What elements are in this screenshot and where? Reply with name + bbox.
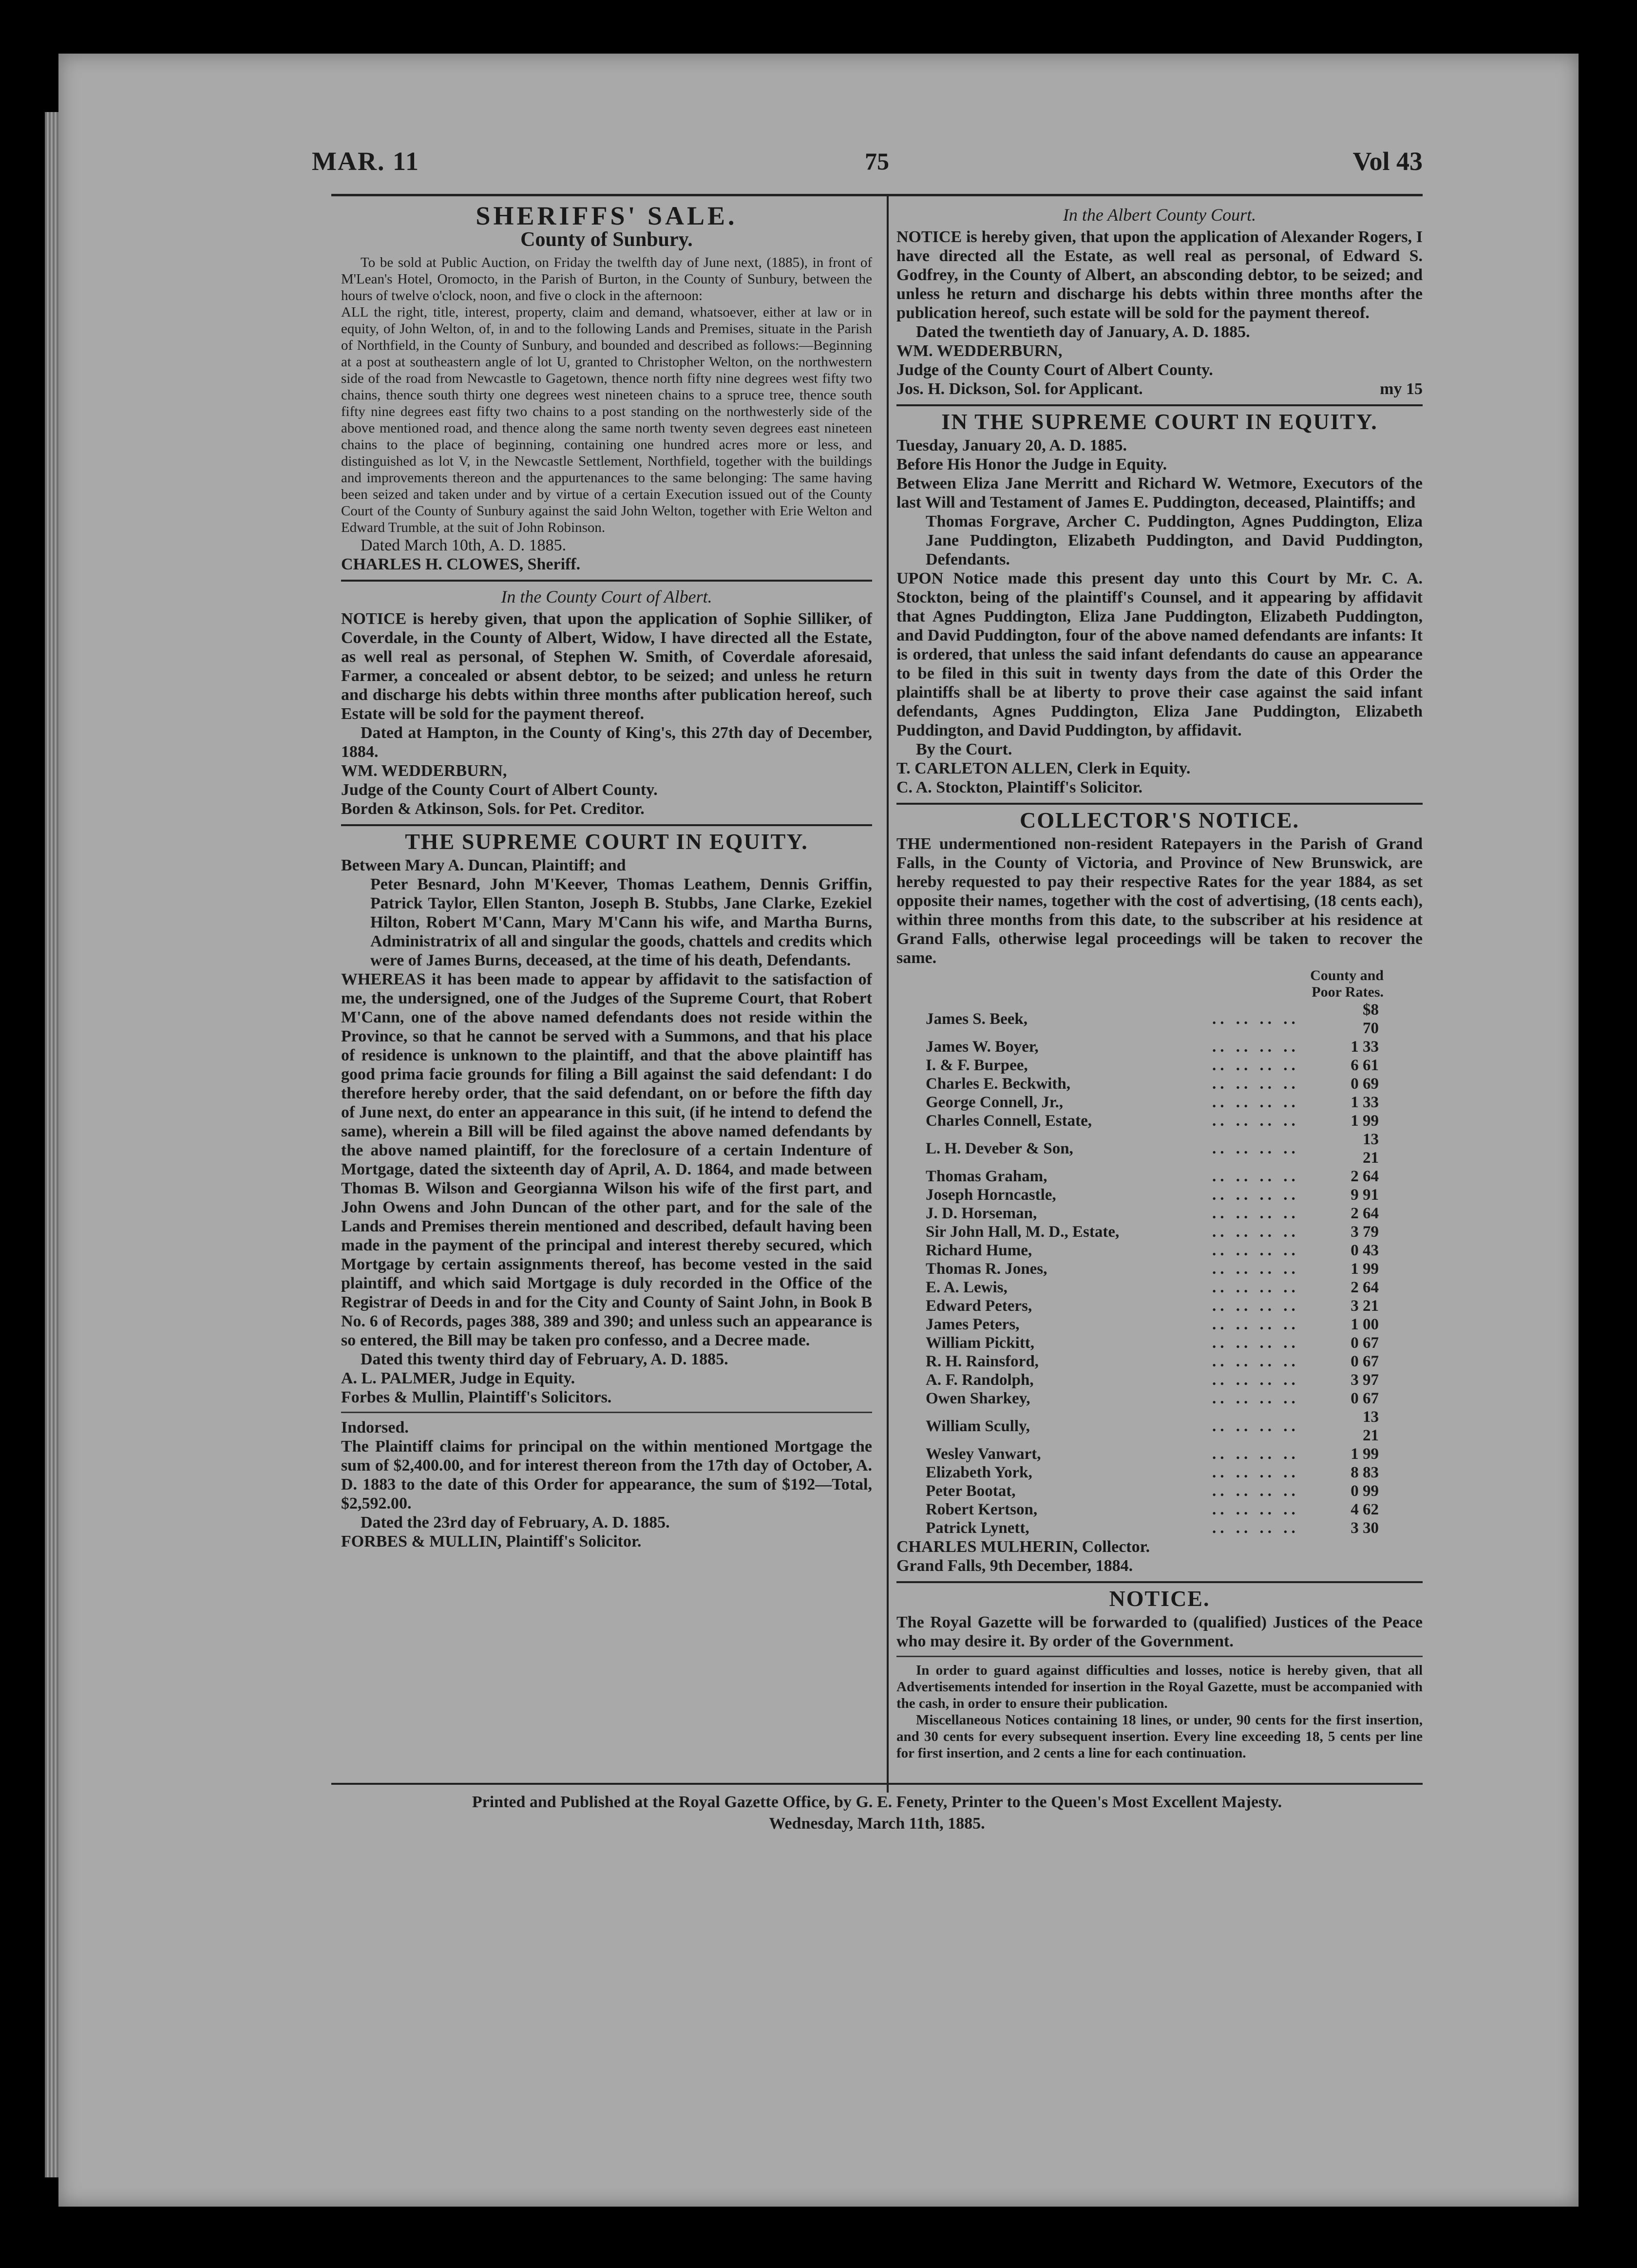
ratepayer-name: Elizabeth York, [926,1464,1032,1481]
ratepayer-row [896,1500,1423,1519]
ratepayer-amount: 0 99 [1351,1482,1379,1500]
ratepayer-amount: $8 70 [1363,1001,1379,1037]
supreme-court-order: WHEREAS it has been made to appear by affidavit to the satisfaction of me, the undersigned, one of the Judges of the Supreme Court, that Robert M'Cann, one of the above named defendants does not reside within the Province, so that he cannot be served with a Summons, and that his place of residence is unknown to the plaintiff, and that the above plaintiff has good prima facie grounds for filing a Bill against the said defendant: I do therefore hereby order, that the said defendant, on or before the fifth day of June next, do enter an appearance in this suit, (if he intend to defend the same), wherein a Bill will be filed against the above named defendants by the above named plaintiff, for the foreclosure of a certain Indenture of Mortgage, dated the sixteenth day of April, A. D. 1864, and made between Thomas B. Wilson and Georgianna Wilson his wife of the first part, and John Owens and John Duncan of the other part, and for the sale of the Lands and Premises therein mentioned and described, default having been made in the payment of the principal and interest thereby secured, which Mortgage by certain assignments thereof, has become vested in the said plaintiff, and which said Mortgage is duly recorded in the Office of the Registrar of Deeds in and for the City and County of Saint John, in Book B No. 6 of Records, pages 388, 389 and 390; and unless such an appearance is so entered, the Bill may be taken pro confesso, and a Decree made. [341,970,872,1349]
ratepayer-amount: 3 30 [1351,1519,1379,1537]
leader-dots: .. .. .. .. [1212,1390,1299,1407]
leader-dots: .. .. .. .. [1212,1519,1299,1537]
ratepayer-name: Wesley Vanwart, [926,1445,1041,1463]
ratepayer-amount: 1 33 [1351,1094,1379,1111]
ratepayer-amount: 4 62 [1351,1501,1379,1518]
ratepayer-row [896,1463,1423,1482]
gazette-notice: The Royal Gazette will be forwarded to (qualified) Justices of the Peace who may desire it. By order of the Government. [896,1613,1423,1650]
section-rule [896,404,1423,406]
ratepayer-name: George Connell, Jr., [926,1094,1063,1111]
ratepayer-name: William Pickitt, [926,1334,1035,1352]
header-rule [331,194,1423,196]
supreme-court-title: THE SUPREME COURT IN EQUITY. [405,829,808,854]
ratepayer-row [896,1093,1423,1112]
ratepayer-row [896,1075,1423,1093]
ratepayer-name: A. F. Randolph, [926,1371,1034,1389]
ratepayer-amount: 13 21 [1363,1408,1379,1444]
equity-judge: A. L. PALMER, Judge in Equity. [341,1369,575,1387]
judge-title: Judge of the County Court of Albert County. [341,781,658,799]
ratepayer-amount: 3 97 [1351,1371,1379,1389]
ratepayer-amount: 1 99 [1351,1260,1379,1278]
footer-rule [331,1783,1423,1785]
left-column [341,201,872,1551]
indorsed-signature: FORBES & MULLIN, Plaintiff's Solicitor. [341,1532,642,1550]
ratepayer-name: James S. Beek, [926,1010,1028,1028]
ratepayer-name: Charles Connell, Estate, [926,1112,1092,1130]
indorsed-heading: Indorsed. [341,1418,409,1436]
ratepayer-name: Joseph Horncastle, [926,1186,1056,1204]
leader-dots: .. .. .. .. [1212,1464,1299,1481]
section-rule [341,824,872,826]
page-header [312,146,1423,185]
ratepayer-amount: 3 79 [1351,1223,1379,1241]
ratepayer-row [896,1223,1423,1241]
ratepayer-row [896,1334,1423,1352]
ratepayer-name: Owen Sharkey, [926,1390,1030,1407]
sheriffs-sale-intro: To be sold at Public Auction, on Friday the twelfth day of June next, (1885), in front of M'Lean's Hotel, Oromocto, in the Parish of Burton, in the County of Sunbury, between the hours of twelve o'clock, noon, and five o clock in the afternoon: [341,255,872,303]
ratepayer-name: Peter Bootat, [926,1482,1016,1500]
ratepayer-row [896,1445,1423,1463]
ratepayer-row [896,1408,1423,1445]
ratepayer-amount: 9 91 [1351,1186,1379,1204]
leader-dots: .. .. .. .. [1212,1242,1299,1259]
leader-dots: .. .. .. .. [1212,1057,1299,1074]
ratepayer-amount: 1 33 [1351,1038,1379,1056]
ratepayer-row [896,1260,1423,1278]
ratepayer-amount: 0 43 [1351,1242,1379,1259]
ratepayer-name: Edward Peters, [926,1297,1032,1315]
by-the-court: By the Court. [916,740,1012,758]
leader-dots: .. .. .. .. [1212,1094,1299,1111]
county-court-dated: Dated at Hampton, in the County of King's, this 27th day of December, 1884. [341,724,872,761]
ratepayer-row [896,1389,1423,1408]
ratepayer-name: Robert Kertson, [926,1501,1038,1518]
ratepayer-amount: 8 83 [1351,1464,1379,1481]
sheriffs-sale-title: SHERIFFS' SALE. [476,201,738,230]
defendants-list: Peter Besnard, John M'Keever, Thomas Leathem, Dennis Griffin, Patrick Taylor, Ellen Stanton, Joseph B. Stubbs, Jane Clarke, Ezekiel Hilton, Robert M'Cann, Mary M'Cann his wife, and Martha Burns, Administratrix of all and singular the goods, chattels and credits which were of James Burns, deceased, at the time of his death, Defendants. [370,875,872,969]
advertisement-rates: Miscellaneous Notices containing 18 lines, or under, 90 cents for the first insertion, and 30 cents for every subsequent insertion. Every line exceeding 18, 5 cents per line for first insertion, and 2 cents a line for each continuation. [896,1712,1423,1761]
ratepayer-name: E. A. Lewis, [926,1279,1008,1296]
leader-dots: .. .. .. .. [1212,1482,1299,1500]
volume-number: Vol 43 [1352,147,1423,176]
collectors-notice-title: COLLECTOR'S NOTICE. [1020,808,1299,832]
section-rule [896,1581,1423,1583]
leader-dots: .. .. .. .. [1212,1316,1299,1333]
ratepayer-row [896,1204,1423,1223]
sheriffs-sale-dated: Dated March 10th, A. D. 1885. [361,536,567,554]
ratepayer-row [896,1371,1423,1389]
ratepayer-row [896,1278,1423,1297]
ratepayer-row [896,1001,1423,1038]
ratepayer-name: William Scully, [926,1418,1030,1435]
ratepayer-row [896,1315,1423,1334]
ratepayer-row [896,1297,1423,1315]
equity-defendants: Thomas Forgrave, Archer C. Puddington, Agnes Puddington, Eliza Jane Puddington, Elizabeth Puddington, and David Puddington, Defendants. [926,512,1423,568]
judge-name: WM. WEDDERBURN, [341,762,507,780]
printer-imprint: Printed and Published at the Royal Gazette Office, by G. E. Fenety, Printer to the Queen's Most Excellent Majesty. [472,1793,1282,1811]
leader-dots: .. .. .. .. [1212,1075,1299,1093]
ratepayer-name: James Peters, [926,1316,1020,1333]
albert-judge-title: Judge of the County Court of Albert County. [896,361,1213,379]
notice-title: NOTICE. [1109,1586,1210,1611]
leader-dots: .. .. .. .. [1212,1140,1299,1157]
insertion-ref: my 15 [1380,380,1423,398]
sheriff-signature: CHARLES H. CLOWES, Sheriff. [341,555,581,573]
sheriffs-sale-body: ALL the right, title, interest, property, claim and demand, whatsoever, either at law or in equity, of John Welton, of, in and to the following Lands and Premises, situate in the Parish of Northfield, in the County of Sunbury, and bounded and described as follows:—Beginning at a post at southeastern angle of lot U, granted to Christopher Welton, on the northwestern side of the road from Newcastle to Gagetown, thence north fifty nine degrees west fifty two chains, thence south thirty one degrees west nineteen chains to a spruce tree, thence south fifty nine degrees east fifty two chains to a post standing on the northwesterly side of the above mentioned road, and thence along the same north twenty seven degrees east nineteen chains to the place of beginning, containing one hundred acres more or less, and distinguished as lot V, in the Newcastle Settlement, Northfield, together with the buildings and improvements thereon and the appurtenances to the same belonging: The same having been seized and taken under and by virtue of a certain Execution issued out of the County Court of the County of Sunbury against the said John Welton, together with Erie Welton and Edward Trumble, at the suit of John Robinson. [341,304,872,535]
equity-order: UPON Notice made this present day unto this Court by Mr. C. A. Stockton, being of the plaintiff's Counsel, and it appearing by affidavit that Agnes Puddington, Eliza Jane Puddington, Elizabeth Puddington, and David Puddington, four of the above named defendants are infants: It is ordered, that unless the said infant defendants do cause an appearance to be filed in this suit in twenty days from the date of this Order the plaintiffs shall be at liberty to prove their case against the said infant defendants, Agnes Puddington, Eliza Jane Puddington, Elizabeth Puddington, and David Puddington, by affidavit. [896,569,1423,739]
ratepayer-amount: 0 67 [1351,1334,1379,1352]
leader-dots: .. .. .. .. [1212,1297,1299,1315]
equity-court-before: Before His Honor the Judge in Equity. [896,455,1167,473]
ratepayer-name: Richard Hume, [926,1242,1032,1259]
page-edge [45,112,58,2177]
ratepayer-name: L. H. Deveber & Son, [926,1140,1073,1157]
ratepayer-name: Thomas Graham, [926,1168,1047,1185]
plaintiff-solicitors: Forbes & Mullin, Plaintiff's Solicitors. [341,1388,612,1406]
supreme-court-dated: Dated this twenty third day of February, A. D. 1885. [361,1350,728,1368]
column-divider [887,195,889,1793]
leader-dots: .. .. .. .. [1212,1168,1299,1185]
ratepayers-table [896,1001,1423,1537]
ratepayer-row [896,1519,1423,1537]
leader-dots: .. .. .. .. [1212,1112,1299,1130]
ratepayer-amount: 0 67 [1351,1353,1379,1370]
ratepayer-amount: 2 64 [1351,1205,1379,1222]
ratepayer-row [896,1482,1423,1500]
creditor-solicitors: Borden & Atkinson, Sols. for Pet. Creditor. [341,800,645,818]
albert-court-heading: In the Albert County Court. [1063,205,1256,225]
advertisement-terms: In order to guard against difficulties and losses, notice is hereby given, that all Advertisements intended for insertion in the Royal Gazette, must be accompanied with the cash, in order to ensure their publication. [896,1663,1423,1711]
equity-court-title: IN THE SUPREME COURT IN EQUITY. [941,409,1378,434]
page-number: 75 [865,148,889,175]
applicant-solicitor [896,379,1423,398]
leader-dots: .. .. .. .. [1212,1186,1299,1204]
leader-dots: .. .. .. .. [1212,1371,1299,1389]
ratepayer-amount: 1 99 [1351,1112,1379,1130]
ratepayer-name: Thomas R. Jones, [926,1260,1047,1278]
ratepayer-amount: 6 61 [1351,1057,1379,1074]
section-rule [341,580,872,582]
ratepayer-name: R. H. Rainsford, [926,1353,1039,1370]
rates-head-line-2: Poor Rates. [1312,984,1384,1000]
leader-dots: .. .. .. .. [1212,1205,1299,1222]
page-footer [331,1783,1423,1834]
leader-dots: .. .. .. .. [1212,1038,1299,1056]
albert-court-notice: NOTICE is hereby given, that upon the application of Alexander Rogers, I have directed all the Estate, as well real as personal, of Edward S. Godfrey, in the County of Albert, an absconding debtor, to be seized; and unless he return and discharge his debts within three months after the publication hereof, such estate will be sold for the payment thereof. [896,228,1423,322]
issue-date: MAR. 11 [312,147,419,176]
plaintiff-line: Between Mary A. Duncan, Plaintiff; and [341,856,626,874]
indorsed-claim: The Plaintiff claims for principal on the within mentioned Mortgage the sum of $2,400.00, and for interest thereon from the 17th day of October, A. D. 1883 to the date of this Order for appearance, the sum of $192—Total, $2,592.00. [341,1437,872,1512]
ratepayer-row [896,1167,1423,1186]
leader-dots: .. .. .. .. [1212,1418,1299,1435]
collector-place-date: Grand Falls, 9th December, 1884. [896,1557,1133,1575]
ratepayer-name: James W. Boyer, [926,1038,1039,1056]
collector-signature: CHARLES MULHERIN, Collector. [896,1538,1150,1556]
rates-column-head [896,967,1423,1001]
county-heading: County of Sunbury. [520,228,693,251]
right-column [896,205,1423,1761]
equity-court-date: Tuesday, January 20, A. D. 1885. [896,436,1127,454]
leader-dots: .. .. .. .. [1212,1279,1299,1296]
ratepayer-amount: 3 21 [1351,1297,1379,1315]
ratepayer-name: I. & F. Burpee, [926,1057,1028,1074]
ratepayer-amount: 1 00 [1351,1316,1379,1333]
county-court-heading: In the County Court of Albert. [501,587,712,606]
collectors-notice-body: THE undermentioned non-resident Ratepayers in the Parish of Grand Falls, in the County of Victoria, and Province of New Brunswick, are hereby requested to pay their respective Rates for the year 1884, as set opposite their names, together with the cost of advertising, (18 cents each), within three months from this date, to the subscriber at his residence at Grand Falls, otherwise legal proceedings will be taken to recover the same. [896,835,1423,967]
section-rule [896,803,1423,805]
leader-dots: .. .. .. .. [1212,1353,1299,1370]
ratepayer-row [896,1130,1423,1167]
ratepayer-row [896,1056,1423,1075]
leader-dots: .. .. .. .. [1212,1501,1299,1518]
ratepayer-amount: 2 64 [1351,1168,1379,1185]
ratepayer-amount: 0 67 [1351,1390,1379,1407]
ratepayer-row [896,1352,1423,1371]
leader-dots: .. .. .. .. [1212,1260,1299,1278]
equity-solicitor: C. A. Stockton, Plaintiff's Solicitor. [896,778,1142,796]
ratepayer-amount: 13 21 [1363,1131,1379,1167]
county-court-notice: NOTICE is hereby given, that upon the application of Sophie Silliker, of Coverdale, in the County of Albert, Widow, I have directed all the Estate, as well real as personal, of Stephen W. Smith, of Coverdale aforesaid, Farmer, a concealed or absent debtor, to be seized; and unless he return and discharge his debts within three months after publication hereof, such Estate will be sold for the payment thereof. [341,610,872,723]
leader-dots: .. .. .. .. [1212,1223,1299,1241]
ratepayer-row [896,1038,1423,1056]
albert-court-dated: Dated the twentieth day of January, A. D. 1885. [916,323,1250,341]
ratepayer-name: Patrick Lynett, [926,1519,1029,1537]
rates-head-line-1: County and [1310,967,1384,983]
ratepayer-name: J. D. Horseman, [926,1205,1037,1222]
publication-date: Wednesday, March 11th, 1885. [769,1814,985,1833]
equity-clerk: T. CARLETON ALLEN, Clerk in Equity. [896,759,1191,777]
section-rule [896,1656,1423,1657]
ratepayer-row [896,1186,1423,1204]
section-rule [341,1412,872,1413]
leader-dots: .. .. .. .. [1212,1010,1299,1028]
ratepayer-amount: 2 64 [1351,1279,1379,1296]
ratepayer-row [896,1112,1423,1130]
albert-judge-name: WM. WEDDERBURN, [896,342,1063,360]
ratepayer-row [896,1241,1423,1260]
applicant-solicitor-name: Jos. H. Dickson, Sol. for Applicant. [896,380,1143,398]
ratepayer-amount: 1 99 [1351,1445,1379,1463]
ratepayer-name: Sir John Hall, M. D., Estate, [926,1223,1120,1241]
indorsed-dated: Dated the 23rd day of February, A. D. 1885. [361,1513,670,1531]
ratepayer-amount: 0 69 [1351,1075,1379,1093]
ratepayer-name: Charles E. Beckwith, [926,1075,1070,1093]
leader-dots: .. .. .. .. [1212,1445,1299,1463]
equity-plaintiffs: Between Eliza Jane Merritt and Richard W. Wetmore, Executors of the last Will and Testament of James E. Puddington, deceased, Plaintiffs; and [896,474,1423,511]
leader-dots: .. .. .. .. [1212,1334,1299,1352]
